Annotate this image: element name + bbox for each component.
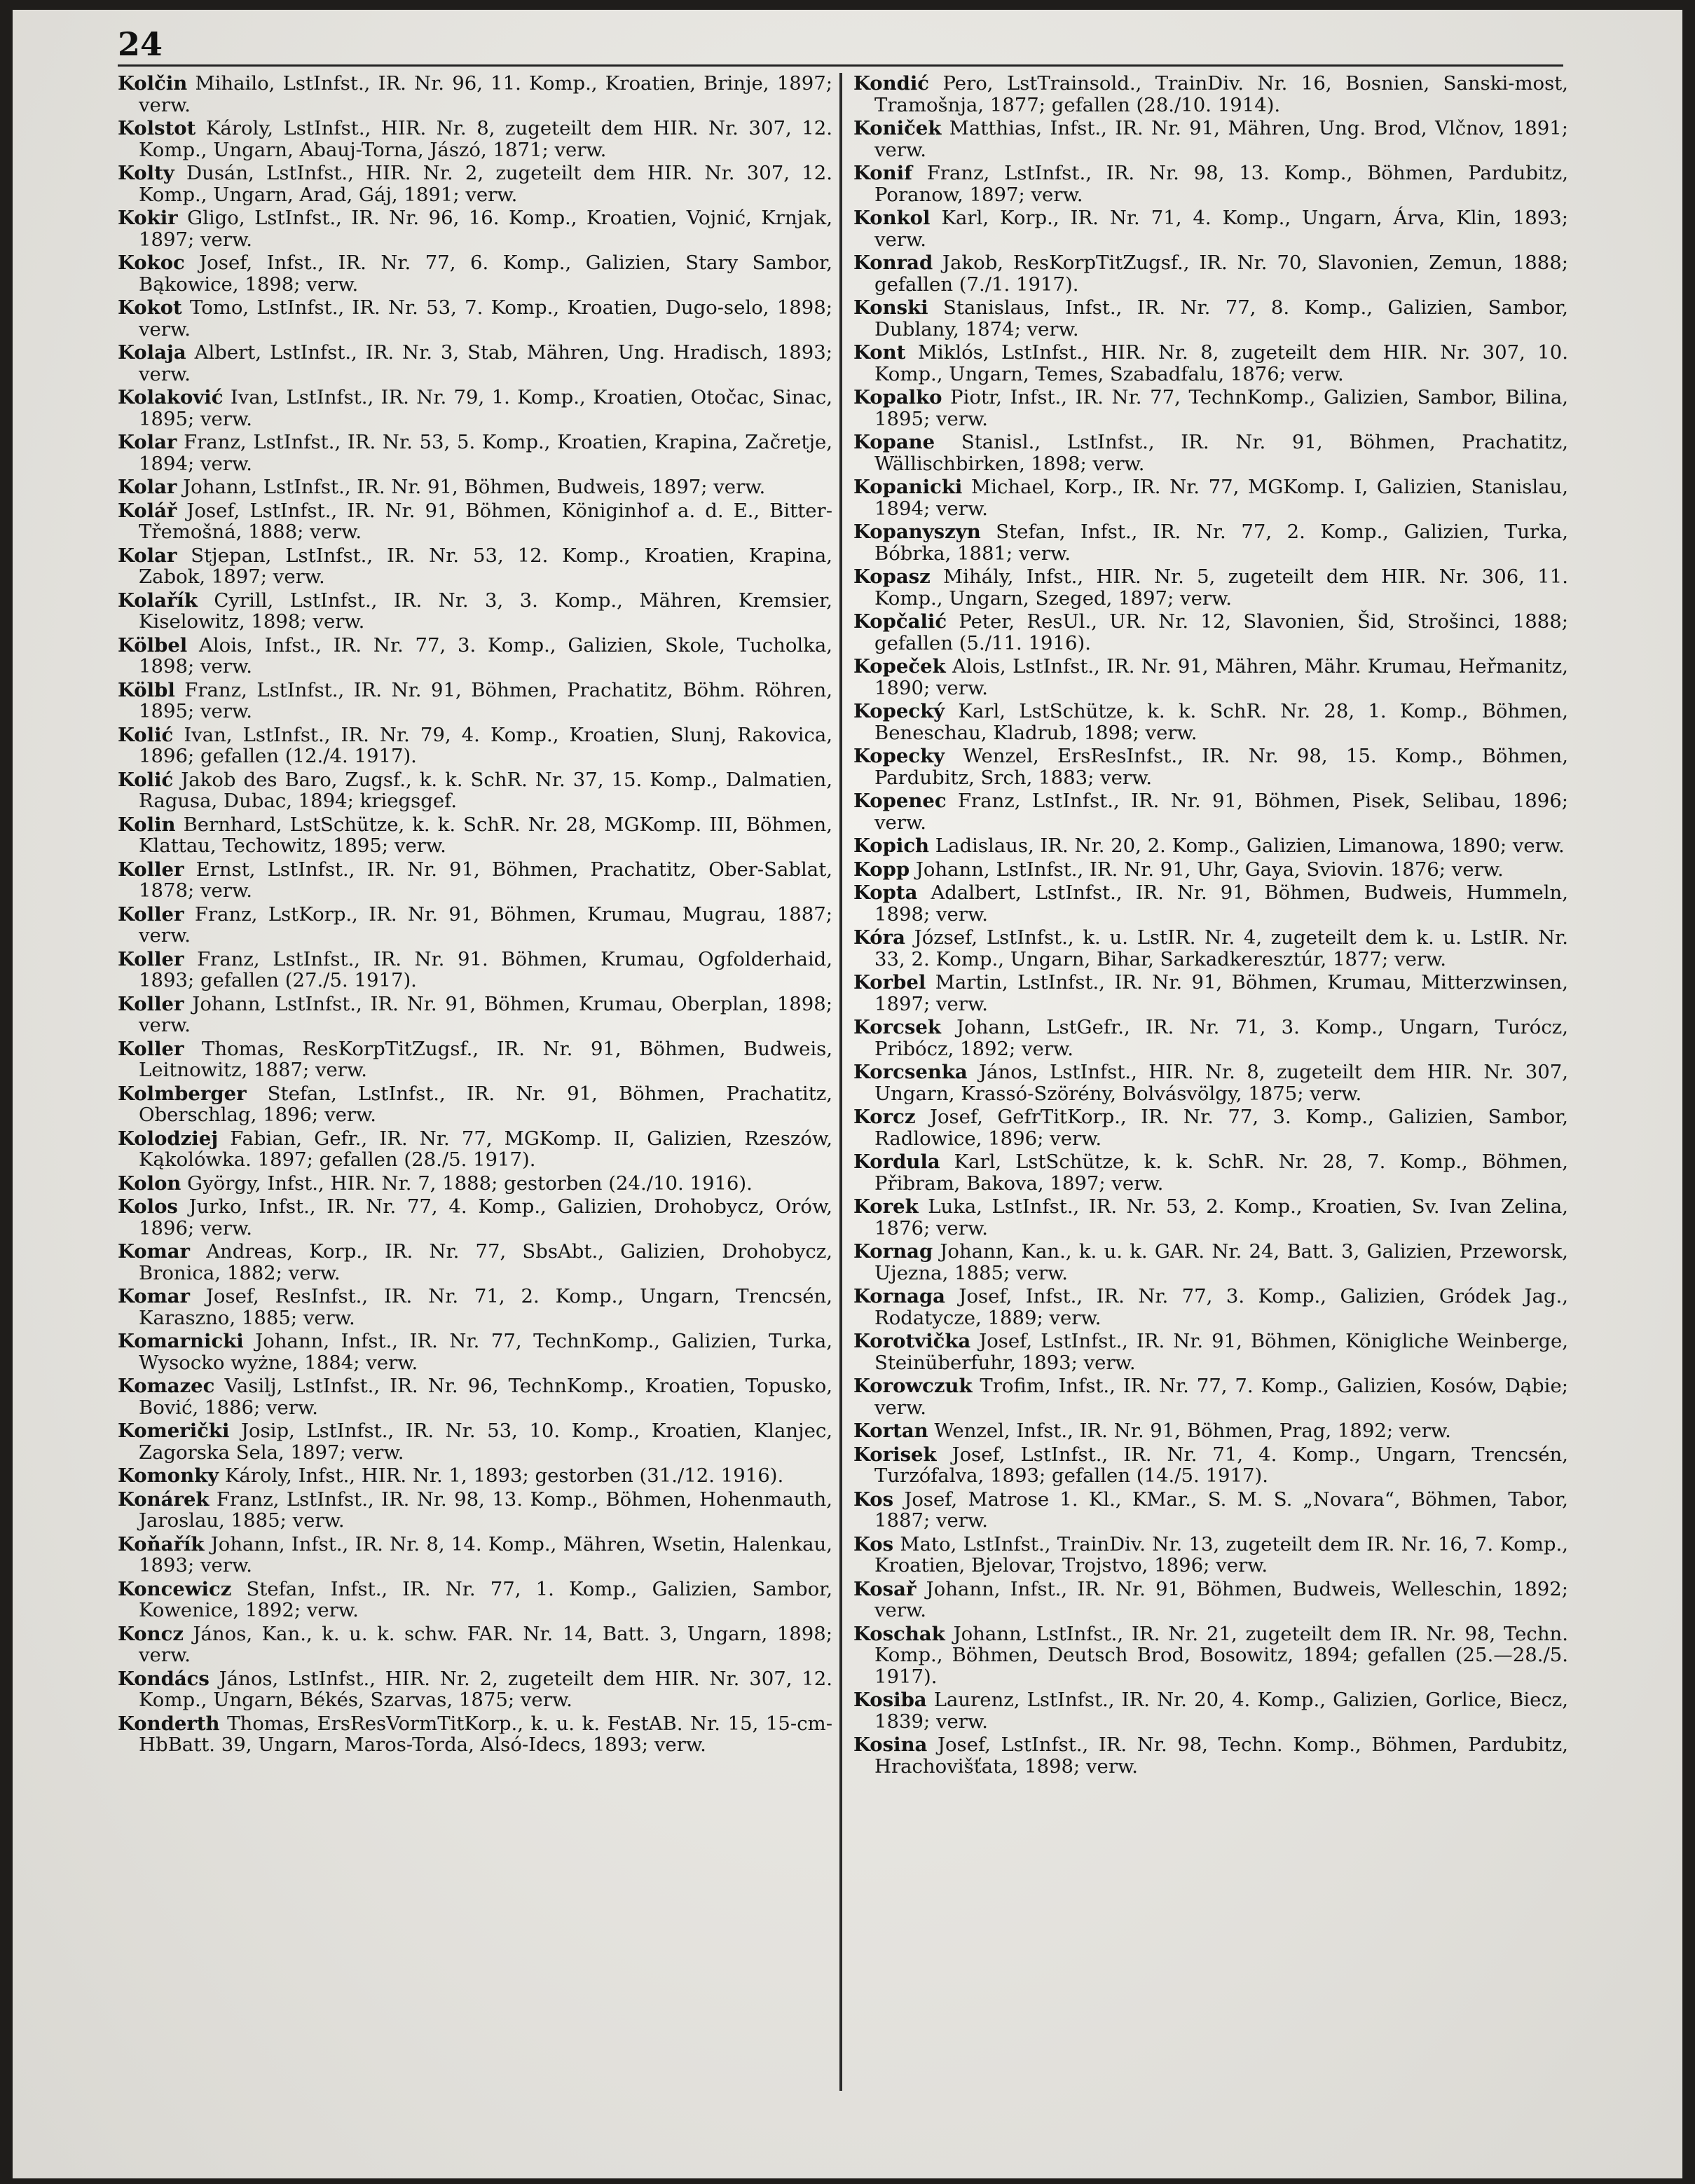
entry-surname: Kölbel <box>118 633 188 657</box>
entry-surname: Kopanicki <box>853 476 963 498</box>
entry-surname: Kolaković <box>118 386 224 408</box>
entry-surname: Kolář <box>118 499 177 522</box>
casualty-entry <box>118 859 832 902</box>
casualty-entry <box>853 1017 1568 1059</box>
entry-surname: Kolodziej <box>118 1127 219 1150</box>
entry-surname: Kopeček <box>853 655 946 678</box>
entry-surname: Komazec <box>118 1375 215 1397</box>
casualty-entry <box>853 1734 1568 1777</box>
casualty-entry <box>118 904 832 947</box>
casualty-entry <box>118 949 832 991</box>
entry-surname: Kont <box>853 341 906 364</box>
casualty-entry <box>853 1489 1568 1532</box>
entry-details: József, LstInfst., k. u. LstIR. Nr. 4, zugeteilt dem k. u. LstIR. Nr. 33, 2. Komp., Ungarn, Bihar, Sarkadkeresztúr, 1877; verw. <box>874 926 1568 970</box>
casualty-entry <box>118 1375 832 1418</box>
casualty-entry <box>118 1420 832 1463</box>
entry-details: Stefan, Infst., IR. Nr. 77, 2. Komp., Galizien, Turka, Bóbrka, 1881; verw. <box>874 521 1568 565</box>
entry-details: Franz, LstInfst., IR. Nr. 98, 13. Komp., Böhmen, Pardubitz, Poranow, 1897; verw. <box>874 162 1568 206</box>
entry-surname: Kokot <box>118 296 182 319</box>
entry-surname: Kolstot <box>118 117 196 139</box>
entry-surname: Korotvička <box>853 1330 971 1352</box>
entry-surname: Koschak <box>853 1622 945 1645</box>
entry-surname: Korowczuk <box>853 1375 973 1397</box>
casualty-entry <box>853 1331 1568 1373</box>
entry-surname: Kornaga <box>853 1285 945 1307</box>
casualty-entry <box>118 1286 832 1328</box>
entry-surname: Komarnicki <box>118 1330 244 1352</box>
casualty-entry <box>118 1196 832 1239</box>
entry-surname: Kolty <box>118 162 174 184</box>
entry-surname: Kopich <box>853 835 930 857</box>
casualty-entry <box>118 1331 832 1373</box>
casualty-entry <box>118 1579 832 1621</box>
entry-details: Peter, ResUl., UR. Nr. 12, Slavonien, Šid, Strošinci, 1888; gefallen (5./11. 1916). <box>874 610 1568 654</box>
entry-surname: Kolar <box>118 476 177 498</box>
page-number: 24 <box>118 25 163 63</box>
entry-details: Josip, LstInfst., IR. Nr. 53, 10. Komp., Kroatien, Klanjec, Zagorska Sela, 1897; verw. <box>139 1420 832 1464</box>
casualty-entry <box>853 297 1568 340</box>
casualty-entry <box>853 611 1568 654</box>
entry-surname: Kortan <box>853 1420 928 1442</box>
casualty-entry <box>118 1534 832 1577</box>
entry-surname: Kolaja <box>118 341 186 364</box>
entry-details: Dusán, LstInfst., HIR. Nr. 2, zugeteilt dem HIR. Nr. 307, 12. Komp., Ungarn, Arad, Gáj, 1891; verw. <box>139 162 832 206</box>
entry-details: Pero, LstTrainsold., TrainDiv. Nr. 16, Bosnien, Sanski-most, Tramošnja, 1877; gefallen (28./10. 1914). <box>874 72 1568 116</box>
casualty-entry <box>118 1083 832 1126</box>
entry-details: Josef, LstInfst., IR. Nr. 91, Böhmen, Königinhof a. d. E., Bitter-Třemošná, 1888; verw. <box>139 499 832 543</box>
entry-details: Johann, Kan., k. u. k. GAR. Nr. 24, Batt. 3, Galizien, Przeworsk, Ujezna, 1885; verw. <box>874 1240 1568 1284</box>
entry-details: Josef, Matrose 1. Kl., KMar., S. M. S. „Novara“, Böhmen, Tabor, 1887; verw. <box>874 1488 1568 1532</box>
entry-surname: Kondić <box>853 72 930 95</box>
entry-details: Fabian, Gefr., IR. Nr. 77, MGKomp. II, Galizien, Rzeszów, Kąkolówka. 1897; gefallen (28./5. 1917). <box>139 1127 832 1171</box>
left-column <box>118 73 832 1758</box>
entry-details: Michael, Korp., IR. Nr. 77, MGKomp. I, Galizien, Stanislau, 1894; verw. <box>874 476 1568 520</box>
entry-surname: Korcsenka <box>853 1061 968 1083</box>
entry-details: Johann, LstInfst., IR. Nr. 21, zugeteilt dem IR. Nr. 98, Techn. Komp., Böhmen, Deutsch Brod, Bosowitz, 1894; gefallen (25.—28./5. 1917). <box>874 1622 1568 1688</box>
document-page <box>13 10 1682 2178</box>
entry-surname: Kopenec <box>853 790 947 812</box>
casualty-entry <box>853 1151 1568 1194</box>
casualty-entry <box>118 1241 832 1284</box>
entry-surname: Koňařík <box>118 1532 205 1555</box>
casualty-entry <box>853 207 1568 250</box>
casualty-entry <box>853 1534 1568 1577</box>
entry-surname: Kornag <box>853 1240 933 1263</box>
entry-details: Ladislaus, IR. Nr. 20, 2. Komp., Galizien, Limanowa, 1890; verw. <box>929 835 1565 857</box>
casualty-entry <box>853 252 1568 295</box>
casualty-entry <box>853 1106 1568 1149</box>
entry-surname: Konif <box>853 162 912 184</box>
entry-details: Luka, LstInfst., IR. Nr. 53, 2. Komp., Kroatien, Sv. Ivan Zelina, 1876; verw. <box>874 1195 1568 1239</box>
casualty-entry <box>853 882 1568 925</box>
casualty-entry <box>853 1689 1568 1732</box>
casualty-entry <box>118 207 832 250</box>
casualty-entry <box>853 566 1568 609</box>
casualty-entry <box>118 724 832 767</box>
entry-details: Ivan, LstInfst., IR. Nr. 79, 4. Komp., Kroatien, Slunj, Rakovica, 1896; gefallen (12./4. 1917). <box>139 723 832 767</box>
casualty-entry <box>853 1375 1568 1418</box>
entry-details: Jurko, Infst., IR. Nr. 77, 4. Komp., Galizien, Drohobycz, Orów, 1896; verw. <box>139 1195 832 1239</box>
entry-details: Josef, LstInfst., IR. Nr. 91, Böhmen, Königliche Weinberge, Steinüberfuhr, 1893; verw. <box>874 1330 1568 1374</box>
entry-details: György, Infst., HIR. Nr. 7, 1888; gestorben (24./10. 1916). <box>181 1172 753 1195</box>
casualty-entry <box>118 118 832 160</box>
entry-details: Wenzel, Infst., IR. Nr. 91, Böhmen, Prag, 1892; verw. <box>928 1420 1451 1442</box>
casualty-entry <box>118 635 832 678</box>
casualty-entry <box>853 1444 1568 1487</box>
entry-surname: Kölbl <box>118 678 175 701</box>
entry-surname: Kolar <box>118 431 177 453</box>
entry-surname: Koncewicz <box>118 1577 232 1600</box>
entry-details: Mihály, Infst., HIR. Nr. 5, zugeteilt dem HIR. Nr. 306, 11. Komp., Ungarn, Szeged, 1897; verw. <box>874 565 1568 610</box>
casualty-entry <box>853 835 1568 857</box>
entry-surname: Kosař <box>853 1577 917 1600</box>
entry-surname: Kordula <box>853 1151 940 1173</box>
entry-surname: Kopp <box>853 858 910 881</box>
entry-details: Johann, LstInfst., IR. Nr. 91, Böhmen, Budweis, 1897; verw. <box>177 476 766 498</box>
casualty-entry <box>118 590 832 633</box>
entry-details: Thomas, ErsResVormTitKorp., k. u. k. FestAB. Nr. 15, 15-cm-HbBatt. 39, Ungarn, Maros-Torda, Alsó-Idecs, 1893; verw. <box>139 1712 832 1756</box>
entry-surname: Kopta <box>853 881 918 904</box>
entry-details: Wenzel, ErsResInfst., IR. Nr. 98, 15. Komp., Böhmen, Pardubitz, Srch, 1883; verw. <box>874 745 1568 789</box>
casualty-entry <box>118 994 832 1036</box>
entry-surname: Konski <box>853 296 928 319</box>
entry-surname: Kolić <box>118 723 174 746</box>
casualty-entry <box>118 297 832 340</box>
entry-surname: Kolić <box>118 768 174 791</box>
entry-details: Miklós, LstInfst., HIR. Nr. 8, zugeteilt dem HIR. Nr. 307, 10. Komp., Ungarn, Temes, Szabadfalu, 1876; verw. <box>874 341 1568 385</box>
entry-surname: Kolmberger <box>118 1082 247 1105</box>
entry-surname: Komerički <box>118 1420 230 1442</box>
casualty-entry <box>853 1579 1568 1621</box>
entry-surname: Koniček <box>853 117 942 139</box>
entry-details: Josef, LstInfst., IR. Nr. 71, 4. Komp., Ungarn, Trencsén, Turzófalva, 1893; gefallen (14./5. 1917). <box>874 1443 1568 1487</box>
casualty-entry <box>853 1062 1568 1104</box>
entry-details: Alois, LstInfst., IR. Nr. 91, Mähren, Mähr. Krumau, Heřmanitz, 1890; verw. <box>874 655 1568 699</box>
entry-details: Ernst, LstInfst., IR. Nr. 91, Böhmen, Prachatitz, Ober-Sablat, 1878; verw. <box>139 858 832 902</box>
casualty-entry <box>118 163 832 205</box>
entry-details: Thomas, ResKorpTitZugsf., IR. Nr. 91, Böhmen, Budweis, Leitnowitz, 1887; verw. <box>139 1037 832 1081</box>
casualty-entry <box>853 927 1568 970</box>
casualty-entry <box>118 1173 832 1195</box>
entry-details: Josef, LstInfst., IR. Nr. 98, Techn. Komp., Böhmen, Pardubitz, Hrachovišťata, 1898; verw. <box>874 1733 1568 1778</box>
casualty-entry <box>118 342 832 385</box>
entry-details: Johann, LstInfst., IR. Nr. 91, Uhr, Gaya, Sviovin. 1876; verw. <box>910 858 1504 881</box>
entry-details: János, Kan., k. u. k. schw. FAR. Nr. 14, Batt. 3, Ungarn, 1898; verw. <box>139 1622 832 1666</box>
entry-details: Stefan, Infst., IR. Nr. 77, 1. Komp., Galizien, Sambor, Kowenice, 1892; verw. <box>139 1577 832 1621</box>
entry-surname: Kos <box>853 1532 894 1555</box>
casualty-entry <box>118 1668 832 1711</box>
casualty-entry <box>118 814 832 857</box>
entry-surname: Koncz <box>118 1622 184 1645</box>
casualty-entry <box>853 1623 1568 1688</box>
entry-surname: Komonky <box>118 1464 219 1487</box>
entry-details: Vasilj, LstInfst., IR. Nr. 96, TechnKomp., Kroatien, Topusko, Bović, 1886; verw. <box>139 1375 832 1419</box>
entry-details: Josef, ResInfst., IR. Nr. 71, 2. Komp., Ungarn, Trencsén, Karaszno, 1885; verw. <box>139 1285 832 1329</box>
entry-surname: Koller <box>118 992 184 1015</box>
entry-details: Trofim, Infst., IR. Nr. 77, 7. Komp., Galizien, Kosów, Dąbie; verw. <box>874 1375 1568 1419</box>
entry-details: Jakob, ResKorpTitZugsf., IR. Nr. 70, Slavonien, Zemun, 1888; gefallen (7./1. 1917). <box>874 252 1568 296</box>
entry-details: Franz, LstInfst., IR. Nr. 91. Böhmen, Krumau, Ogfolderhaid, 1893; gefallen (27./5. 1917). <box>139 947 832 991</box>
casualty-entry <box>118 1489 832 1532</box>
entry-surname: Kopecký <box>853 700 945 722</box>
entry-surname: Kopecky <box>853 745 945 767</box>
entry-details: János, LstInfst., HIR. Nr. 8, zugeteilt dem HIR. Nr. 307, Ungarn, Krassó-Szörény, Bolvásvölgy, 1875; verw. <box>874 1061 1568 1105</box>
entry-surname: Kolařík <box>118 589 198 612</box>
entry-details: Károly, Infst., HIR. Nr. 1, 1893; gestorben (31./12. 1916). <box>219 1464 784 1487</box>
entry-details: Albert, LstInfst., IR. Nr. 3, Stab, Mähren, Ung. Hradisch, 1893; verw. <box>139 341 832 385</box>
entry-surname: Kopanyszyn <box>853 521 981 543</box>
entry-details: Stjepan, LstInfst., IR. Nr. 53, 12. Komp., Kroatien, Krapina, Zabok, 1897; verw. <box>139 544 832 588</box>
entry-details: Cyrill, LstInfst., IR. Nr. 3, 3. Komp., Mähren, Kremsier, Kiselowitz, 1898; verw. <box>139 589 832 633</box>
entry-surname: Korbel <box>853 971 926 994</box>
casualty-entry <box>118 1713 832 1756</box>
casualty-entry <box>853 387 1568 430</box>
casualty-entry <box>853 73 1568 116</box>
casualty-entry <box>853 972 1568 1015</box>
casualty-entry <box>853 656 1568 699</box>
entry-surname: Kopasz <box>853 565 931 588</box>
casualty-entry <box>118 500 832 543</box>
entry-surname: Koller <box>118 1037 184 1060</box>
entry-details: Karl, LstSchütze, k. k. SchR. Nr. 28, 1. Komp., Böhmen, Beneschau, Kladrub, 1898; verw. <box>874 700 1568 744</box>
casualty-entry <box>853 118 1568 160</box>
entry-surname: Konkol <box>853 207 931 229</box>
casualty-entry <box>853 701 1568 743</box>
entry-details: Alois, Infst., IR. Nr. 77, 3. Komp., Galizien, Skole, Tucholka, 1898; verw. <box>139 633 832 678</box>
header-rule <box>118 64 1563 67</box>
entry-surname: Koller <box>118 858 184 881</box>
entry-details: Matthias, Infst., IR. Nr. 91, Mähren, Ung. Brod, Vlčnov, 1891; verw. <box>874 117 1568 161</box>
entry-details: Johann, Infst., IR. Nr. 77, TechnKomp., Galizien, Turka, Wysocko wyżne, 1884; verw. <box>139 1330 832 1374</box>
entry-details: Josef, Infst., IR. Nr. 77, 3. Komp., Galizien, Gródek Jag., Rodatycze, 1889; verw. <box>874 1285 1568 1329</box>
entry-details: Adalbert, LstInfst., IR. Nr. 91, Böhmen, Budweis, Hummeln, 1898; verw. <box>874 881 1568 926</box>
casualty-entry <box>853 1196 1568 1239</box>
casualty-entry <box>118 387 832 430</box>
casualty-entry <box>118 680 832 722</box>
entry-details: Johann, LstInfst., IR. Nr. 91, Böhmen, Krumau, Oberplan, 1898; verw. <box>139 992 832 1036</box>
casualty-entry <box>118 1623 832 1666</box>
casualty-entry <box>118 476 832 498</box>
casualty-entry <box>853 790 1568 833</box>
entry-surname: Korisek <box>853 1443 937 1466</box>
entry-surname: Konárek <box>118 1488 210 1511</box>
column-divider <box>839 73 842 2091</box>
entry-details: Johann, LstGefr., IR. Nr. 71, 3. Komp., Ungarn, Turócz, Pribócz, 1892; verw. <box>874 1016 1568 1060</box>
entry-surname: Kosiba <box>853 1689 927 1711</box>
right-column <box>853 73 1568 1779</box>
entry-details: Josef, GefrTitKorp., IR. Nr. 77, 3. Komp., Galizien, Sambor, Radlowice, 1896; verw. <box>874 1106 1568 1150</box>
entry-surname: Kosina <box>853 1733 928 1756</box>
entry-details: Franz, LstInfst., IR. Nr. 91, Böhmen, Prachatitz, Böhm. Röhren, 1895; verw. <box>139 678 832 722</box>
casualty-entry <box>853 476 1568 519</box>
entry-details: Bernhard, LstSchütze, k. k. SchR. Nr. 28, MGKomp. III, Böhmen, Klattau, Techowitz, 1895; verw. <box>139 813 832 857</box>
entry-surname: Koller <box>118 902 184 926</box>
casualty-entry <box>118 769 832 812</box>
entry-surname: Kokir <box>118 207 178 229</box>
entry-details: Stanisl., LstInfst., IR. Nr. 91, Böhmen, Prachatitz, Wällischbirken, 1898; verw. <box>874 431 1568 475</box>
entry-details: Karl, LstSchütze, k. k. SchR. Nr. 28, 7. Komp., Böhmen, Přibram, Bakova, 1897; verw. <box>874 1151 1568 1195</box>
entry-details: Martin, LstInfst., IR. Nr. 91, Böhmen, Krumau, Mitterzwinsen, 1897; verw. <box>874 971 1568 1015</box>
casualty-entry <box>853 746 1568 788</box>
entry-details: Tomo, LstInfst., IR. Nr. 53, 7. Komp., Kroatien, Dugo-selo, 1898; verw. <box>139 296 832 341</box>
entry-details: Gligo, LstInfst., IR. Nr. 96, 16. Komp., Kroatien, Vojnić, Krnjak, 1897; verw. <box>139 207 832 251</box>
casualty-entry <box>118 1128 832 1171</box>
entry-surname: Koller <box>118 947 184 970</box>
entry-surname: Kopane <box>853 431 935 453</box>
entry-surname: Kolos <box>118 1195 178 1218</box>
entry-surname: Korek <box>853 1195 919 1218</box>
entry-surname: Konderth <box>118 1712 220 1735</box>
entry-surname: Kolin <box>118 813 176 836</box>
casualty-entry <box>853 859 1568 881</box>
entry-surname: Kopčalić <box>853 610 947 633</box>
entry-surname: Kos <box>853 1488 894 1511</box>
entry-details: Jakob des Baro, Zugsf., k. k. SchR. Nr. 37, 15. Komp., Dalmatien, Ragusa, Dubac, 1894; kriegsgef. <box>139 768 832 812</box>
entry-surname: Korcz <box>853 1106 916 1128</box>
casualty-entry <box>118 252 832 295</box>
entry-surname: Konrad <box>853 252 933 274</box>
casualty-entry <box>118 73 832 116</box>
casualty-entry <box>853 1241 1568 1284</box>
entry-details: Karl, Korp., IR. Nr. 71, 4. Komp., Ungarn, Árva, Klin, 1893; verw. <box>874 207 1568 251</box>
casualty-entry <box>853 432 1568 474</box>
entry-details: Stanislaus, Infst., IR. Nr. 77, 8. Komp., Galizien, Sambor, Dublany, 1874; verw. <box>874 296 1568 341</box>
entry-details: Johann, Infst., IR. Nr. 91, Böhmen, Budweis, Welleschin, 1892; verw. <box>874 1577 1568 1621</box>
entry-surname: Kopalko <box>853 386 942 408</box>
entry-details: Franz, LstInfst., IR. Nr. 98, 13. Komp., Böhmen, Hohenmauth, Jaroslau, 1885; verw. <box>139 1488 832 1532</box>
casualty-entry <box>853 521 1568 564</box>
casualty-entry <box>853 1420 1568 1442</box>
entry-details: Johann, Infst., IR. Nr. 8, 14. Komp., Mähren, Wsetin, Halenkau, 1893; verw. <box>139 1532 832 1577</box>
entry-surname: Kolon <box>118 1172 181 1195</box>
entry-details: Piotr, Infst., IR. Nr. 77, TechnKomp., Galizien, Sambor, Bilina, 1895; verw. <box>874 386 1568 430</box>
entry-details: Andreas, Korp., IR. Nr. 77, SbsAbt., Galizien, Drohobycz, Bronica, 1882; verw. <box>139 1240 832 1284</box>
entry-details: Ivan, LstInfst., IR. Nr. 79, 1. Komp., Kroatien, Otočac, Sinac, 1895; verw. <box>139 386 832 430</box>
entry-details: Josef, Infst., IR. Nr. 77, 6. Komp., Galizien, Stary Sambor, Bąkowice, 1898; verw. <box>139 252 832 296</box>
casualty-entry <box>853 342 1568 385</box>
entry-details: Laurenz, LstInfst., IR. Nr. 20, 4. Komp., Galizien, Gorlice, Biecz, 1839; verw. <box>874 1689 1568 1733</box>
casualty-entry <box>118 545 832 588</box>
entry-details: Mato, LstInfst., TrainDiv. Nr. 13, zugeteilt dem IR. Nr. 16, 7. Komp., Kroatien, Bjelovar, Trojstvo, 1896; verw. <box>874 1532 1568 1577</box>
entry-surname: Komar <box>118 1240 191 1263</box>
entry-details: János, LstInfst., HIR. Nr. 2, zugeteilt dem HIR. Nr. 307, 12. Komp., Ungarn, Békés, Szarvas, 1875; verw. <box>139 1667 832 1711</box>
entry-surname: Komar <box>118 1285 191 1307</box>
entry-surname: Kokoc <box>118 252 185 274</box>
casualty-entry <box>118 432 832 474</box>
entry-details: Franz, LstKorp., IR. Nr. 91, Böhmen, Krumau, Mugrau, 1887; verw. <box>139 902 832 947</box>
entry-surname: Kóra <box>853 926 905 949</box>
entry-surname: Kolar <box>118 544 177 567</box>
entry-details: Mihailo, LstInfst., IR. Nr. 96, 11. Komp., Kroatien, Brinje, 1897; verw. <box>139 72 832 116</box>
casualty-entry <box>853 1286 1568 1328</box>
casualty-entry <box>118 1465 832 1487</box>
entry-surname: Korcsek <box>853 1016 941 1038</box>
entry-details: Franz, LstInfst., IR. Nr. 53, 5. Komp., Kroatien, Krapina, Začretje, 1894; verw. <box>139 431 832 475</box>
entry-surname: Kolčin <box>118 72 188 95</box>
entry-details: Franz, LstInfst., IR. Nr. 91, Böhmen, Pisek, Selibau, 1896; verw. <box>874 790 1568 834</box>
casualty-entry <box>853 163 1568 205</box>
casualty-entry <box>118 1038 832 1081</box>
entry-details: Károly, LstInfst., HIR. Nr. 8, zugeteilt dem HIR. Nr. 307, 12. Komp., Ungarn, Abauj-Torna, Jászó, 1871; verw. <box>139 117 832 161</box>
entry-surname: Kondács <box>118 1667 210 1690</box>
entry-details: Stefan, LstInfst., IR. Nr. 91, Böhmen, Prachatitz, Oberschlag, 1896; verw. <box>139 1082 832 1126</box>
